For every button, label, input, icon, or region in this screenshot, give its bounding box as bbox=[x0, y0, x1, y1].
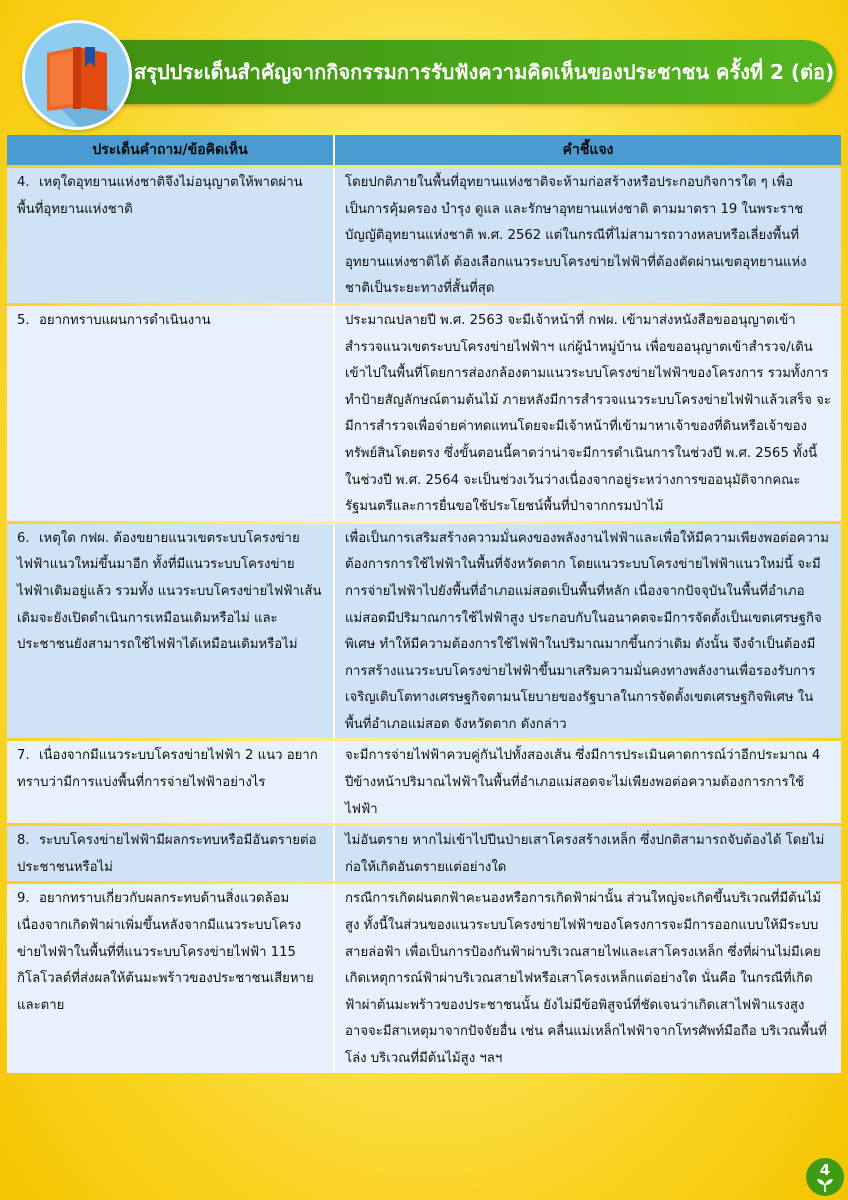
column-header-question: ประเด็นคำถาม/ข้อคิดเห็น bbox=[7, 135, 333, 165]
question-number: 7. bbox=[17, 748, 30, 764]
question-number: 9. bbox=[17, 891, 30, 907]
question-number: 4. bbox=[17, 175, 30, 190]
table-row bbox=[7, 741, 841, 823]
question-cell bbox=[7, 168, 333, 303]
question-number: 6. bbox=[17, 530, 30, 546]
answer-cell: จะมีการจ่ายไฟฟ้าควบคู่กันไปทั้งสองเส้น ซึ่งมีการประเมินคาดการณ์ว่าอีกประมาณ 4 ปีข้างหน้าปริมาณไฟฟ้าในพื้นที่อำเภอแม่สอดจะไม่เพียงพอต่อความต้องการการใช้ไฟฟ้า bbox=[333, 741, 841, 823]
question-cell bbox=[7, 524, 333, 739]
question-text: อยากทราบเกี่ยวกับผลกระทบด้านสิ่งแวดล้อม เนื่องจากเกิดฟ้าผ่าเพิ่มขึ้นหลังจากมีแนวระบบโครงข่ายไฟฟ้าในพื้นที่ที่แนวระบบโครงข่ายไฟฟ้า 115 กิโลโวลต์ที่ส่งผลให้ต้นมะพร้าวของประชาชนเสียหายและตาย bbox=[17, 891, 314, 1013]
qa-table bbox=[7, 132, 841, 1076]
page-title: สรุปประเด็นสำคัญจากกิจกรรมการรับฟังความคิดเห็นของประชาชน ครั้งที่ 2 (ต่อ) bbox=[134, 60, 835, 84]
question-cell bbox=[7, 306, 333, 521]
answer-cell: กรณีการเกิดฝนตกฟ้าคะนองหรือการเกิดฟ้าผ่านั้น ส่วนใหญ่จะเกิดขึ้นบริเวณที่มีต้นไม้สูง ทั้งนี้ในส่วนของแนวระบบโครงข่ายไฟฟ้าของโครงการจะมีการออกแบบให้มีระบบสายล่อฟ้า เพื่อเป็นการป้องกันฟ้าผ่าบริเวณสายไฟและเสาโครงเหล็ก ซึ่งที่ผ่านไม่มีเคยเกิดเหตุการณ์ฟ้าผ่าบริเวณสายไฟหรือเสาโครงเหล็กแต่อย่างใด นั่นคือ ในกรณีที่เกิดฟ้าผ่าต้นมะพร้าวของประชาชนนั้น ยังไม่มีข้อพิสูจน์ที่ชัดเจนว่าเกิดเสาไฟฟ้าแรงสูง อาจจะมีสาเหตุมาจากปัจจัยอื่น เช่น คลื่นแม่เหล็กไฟฟ้าจากโทรศัพท์มือถือ บริเวณพื้นที่โล่ง บริเวณที่มีต้นไม้สูง ฯลฯ bbox=[333, 884, 841, 1072]
header-icon-circle bbox=[22, 20, 132, 130]
table-row bbox=[7, 826, 841, 881]
page-number: 4 bbox=[819, 1161, 831, 1179]
answer-cell: เพื่อเป็นการเสริมสร้างความมั่นคงของพลังงานไฟฟ้าและเพื่อให้มีความเพียงพอต่อความต้องการการใช้ไฟฟ้าในพื้นที่จังหวัดตาก โดยแนวระบบโครงข่ายไฟฟ้าแนวใหม่นี้ จะมีการจ่ายไฟฟ้าไปยังพื้นที่อำเภอแม่สอดเป็นพื้นที่หลัก เนื่องจากปัจจุบันในพื้นที่อำเภอแม่สอดมีปริมาณการใช้ไฟฟ้าสูง ประกอบกับในอนาคตจะมีการจัดตั้งเป็นเขตเศรษฐกิจพิเศษ ทำให้มีความต้องการใช้ไฟฟ้าในปริมาณมากขึ้นกว่าเดิม ดังนั้น จึงจำเป็นต้องมีการสร้างแนวระบบโครงข่ายไฟฟ้าขึ้นมาเสริมความมั่นคงทางพลังงานเพื่อรองรับการเจริญเติบโตทางเศรษฐกิจตามนโยบายของรัฐบาลในการจัดตั้งเขตเศรษฐกิจพิเศษ ในพื้นที่อำเภอแม่สอด จังหวัดตาก ดังกล่าว bbox=[333, 524, 841, 739]
question-cell bbox=[7, 741, 333, 823]
table-row bbox=[7, 524, 841, 739]
question-text: ระบบโครงข่ายไฟฟ้ามีผลกระทบหรือมีอันตรายต่อประชาชนหรือไม่ bbox=[17, 833, 317, 875]
sprout-icon bbox=[815, 1178, 835, 1192]
answer-cell: ประมาณปลายปี พ.ศ. 2563 จะมีเจ้าหน้าที่ กฟผ. เข้ามาส่งหนังสือขออนุญาตเข้าสำรวจแนวเขตระบบโครงข่ายไฟฟ้าฯ แก่ผู้นำหมู่บ้าน เพื่อขออนุญาตเข้าสำรวจ/เดินเข้าไปในพื้นที่โดยการส่องกล้องตามแนวระบบโครงข่ายไฟฟ้าของโครงการ รวมทั้งการทำป้ายสัญลักษณ์ตามต้นไม้ ภายหลังมีการสำรวจแนวระบบโครงข่ายไฟฟ้าแล้วเสร็จ จะมีการสำรวจเพื่อจ่ายค่าทดแทนโดยจะมีเจ้าหน้าที่เข้ามาหาเจ้าของที่ดินหรือเจ้าของทรัพย์สินโดยตรง ซึ่งขั้นตอนนี้คาดว่าน่าจะมีการดำเนินการในช่วงปี พ.ศ. 2565 ทั้งนี้ในช่วงปี พ.ศ. 2564 จะเป็นช่วงเว้นว่างเนื่องจากอยู่ระหว่างการขออนุมัติจากคณะรัฐมนตรีและการยื่นขอใช้ประโยชน์พื้นที่ป่าจากกรมป่าไม้ bbox=[333, 306, 841, 521]
answer-cell: โดยปกติภายในพื้นที่อุทยานแห่งชาติจะห้ามก่อสร้างหรือประกอบกิจการใด ๆ เพื่อเป็นการคุ้มครอง บำรุง ดูแล และรักษาอุทยานแห่งชาติ ตามมาตรา 19 ในพระราชบัญญัติอุทยานแห่งชาติ พ.ศ. 2562 แต่ในกรณีที่ไม่สามารถวางหลบหรือเลี่ยงพื้นที่อุทยานแห่งชาติได้ ต้องเลือกแนวระบบโครงข่ายไฟฟ้าที่ต้องตัดผ่านเขตอุทยานแห่งชาติเป็นระยะทางที่สั้นที่สุด bbox=[333, 168, 841, 303]
question-number: 5. bbox=[17, 312, 30, 328]
question-cell bbox=[7, 884, 333, 1072]
column-header-answer: คำชี้แจง bbox=[333, 135, 841, 165]
question-text: เหตุใดอุทยานแห่งชาติจึงไม่อนุญาตให้พาดผ่านพื้นที่อุทยานแห่งชาติ bbox=[17, 175, 303, 217]
page-number-badge bbox=[806, 1158, 844, 1196]
table-row bbox=[7, 168, 841, 303]
open-book-icon bbox=[25, 23, 129, 127]
table-row bbox=[7, 306, 841, 521]
table-header-row bbox=[7, 135, 841, 165]
question-cell bbox=[7, 826, 333, 881]
question-number: 8. bbox=[17, 833, 30, 849]
question-text: เหตุใด กฟผ. ต้องขยายแนวเขตระบบโครงข่ายไฟฟ้าแนวใหม่ขึ้นมาอีก ทั้งที่มีแนวระบบโครงข่ายไฟฟ้าเดิมอยู่แล้ว รวมทั้ง แนวระบบโครงข่ายไฟฟ้าเส้นเดิมจะยังเปิดดำเนินการเหมือนเดิมหรือไม่ และประชาชนยังสามารถใช้ไฟฟ้าได้เหมือนเดิมหรือไม่ bbox=[17, 530, 322, 653]
question-text: เนื่องจากมีแนวระบบโครงข่ายไฟฟ้า 2 แนว อยากทราบว่ามีการแบ่งพื้นที่การจ่ายไฟฟ้าอย่างไร bbox=[17, 748, 318, 791]
answer-cell: ไม่อันตราย หากไม่เข้าไปปีนป่ายเสาโครงสร้างเหล็ก ซึ่งปกติสามารถจับต้องได้ โดยไม่ก่อให้เกิดอันตรายแต่อย่างใด bbox=[333, 826, 841, 881]
table-row bbox=[7, 884, 841, 1072]
question-text: อยากทราบแผนการดำเนินงาน bbox=[39, 312, 211, 328]
